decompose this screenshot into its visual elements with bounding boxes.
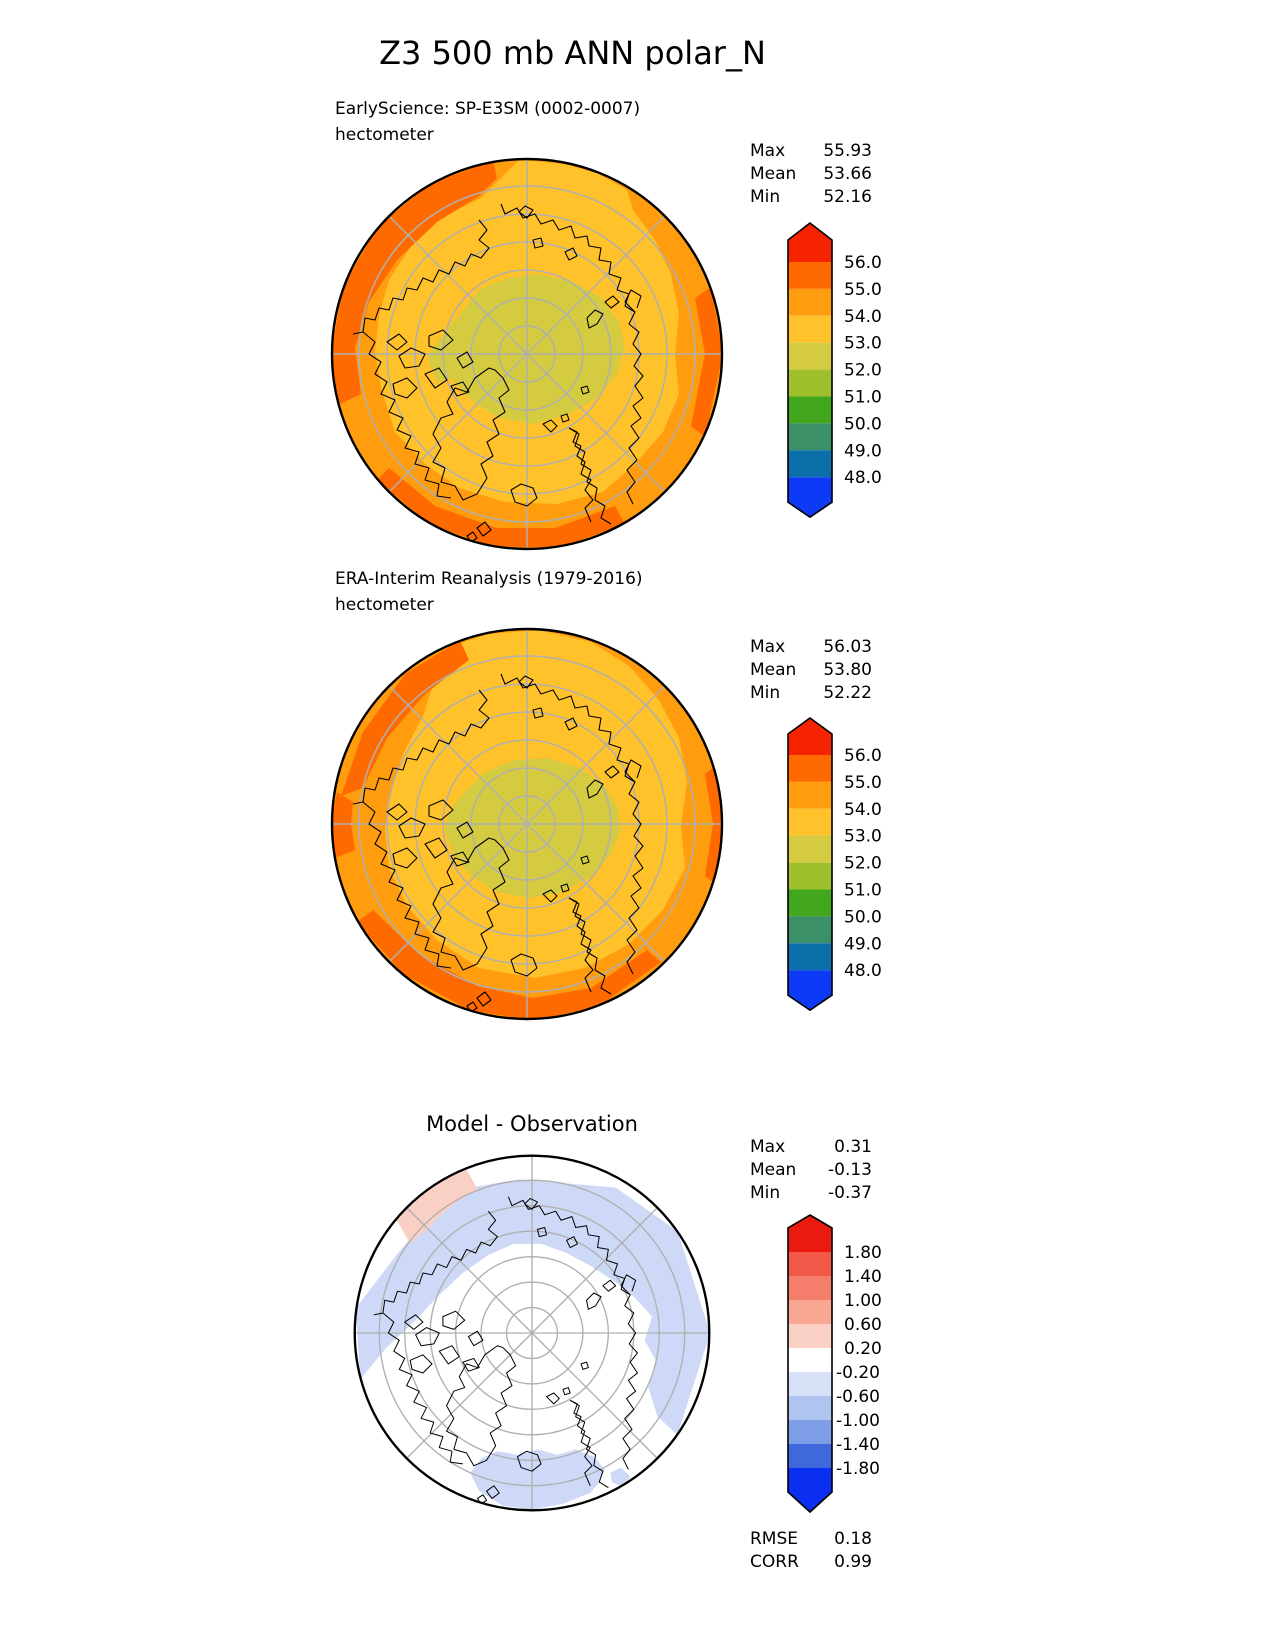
colorbar-segment [788,1348,832,1372]
stat-value: 53.80 [823,660,872,680]
colorbar-segment [788,262,832,289]
colorbar-segment [788,782,832,809]
colorbar-segment [788,423,832,450]
colorbar-segment [788,943,832,970]
panel3-title: Model - Observation [426,1112,638,1136]
metric-value: 0.18 [834,1529,872,1549]
stat-label: Min [750,1183,781,1203]
colorbar-segment [788,1215,832,1252]
colorbar-tick-label: 56.0 [844,253,882,273]
colorbar-tick-label: 50.0 [844,907,882,928]
colorbar-segment [788,1252,832,1276]
colorbar-tick-label: -1.00 [836,1411,880,1431]
stat-label: Mean [750,1160,797,1180]
colorbar-tick-label: 52.0 [844,360,882,381]
colorbar-segment [788,1396,832,1420]
colorbar-segment [788,223,832,262]
panel1-header [335,96,640,148]
stat-label: Min [750,187,781,207]
stat-label: Max [750,141,786,161]
colorbar-tick-label: 49.0 [844,441,882,462]
colorbar-tick-label: 48.0 [844,468,882,489]
stat-value: 56.03 [823,637,872,657]
colorbar-segment [788,916,832,943]
colorbar-tick-label: 54.0 [844,306,882,327]
colorbar-tick-label: -1.80 [836,1459,880,1479]
colorbar-segment [788,809,832,836]
figure-title: Z3 500 mb ANN polar_N [379,34,766,72]
colorbar-tick-label: 52.0 [844,853,882,874]
colorbar-difference [786,1210,906,1532]
map-difference [352,1153,712,1513]
colorbar-segment [788,836,832,863]
panel2-title: ERA-Interim Reanalysis (1979-2016) [335,569,643,589]
colorbar-tick-label: 0.60 [844,1315,882,1335]
colorbar-tick-label: 56.0 [844,746,882,766]
colorbar-segment [788,1300,832,1324]
colorbar-segment [788,1468,832,1512]
stat-label: Min [750,683,781,703]
stat-label: Mean [750,660,797,680]
metric-value: 0.99 [834,1552,872,1572]
stat-value: 52.16 [823,187,872,207]
colorbar-tick-label: 54.0 [844,799,882,820]
colorbar-segment [788,1420,832,1444]
colorbar-tick-label: 1.80 [844,1243,882,1263]
panel2-stats [750,636,872,705]
metric-label: RMSE [750,1529,799,1549]
colorbar-segment [788,343,832,370]
colorbar-segment [788,890,832,917]
panel1-title: EarlyScience: SP-E3SM (0002-0007) [335,99,641,119]
colorbar-segment [788,1444,832,1468]
colorbar-tick-label: 53.0 [844,826,882,847]
map-reference [329,626,725,1022]
colorbar-segment [788,1324,832,1348]
colorbar-tick-label: 1.40 [844,1267,882,1287]
metric-label: CORR [750,1552,799,1572]
colorbar-tick-label: -0.60 [836,1387,880,1407]
panel2-header [335,566,643,618]
colorbar-tick-label: 49.0 [844,934,882,955]
stat-value: -0.37 [828,1183,872,1203]
colorbar-tick-label: 50.0 [844,414,882,435]
colorbar-tick-label: 53.0 [844,333,882,354]
panel3-metrics [750,1528,872,1574]
colorbar-tick-label: 48.0 [844,961,882,982]
colorbar-segment [788,397,832,424]
stat-value: 53.66 [823,164,872,184]
colorbar-segment [788,718,832,755]
colorbar-tick-label: 51.0 [844,387,882,408]
colorbar-segment [788,755,832,782]
colorbar-segment [788,370,832,397]
colorbar-segment [788,477,832,517]
panel1-stats [750,140,872,209]
panel3-stats [750,1136,872,1205]
colorbar-segment [788,450,832,477]
colorbar-tick-label: 51.0 [844,880,882,901]
panel2-units: hectometer [335,595,434,615]
colorbar-tick-label: -1.40 [836,1435,880,1455]
stat-value: 55.93 [823,141,872,161]
stat-value: -0.13 [828,1160,872,1180]
colorbar-reference [786,700,906,1022]
colorbar-segment [788,863,832,890]
stat-label: Max [750,637,786,657]
colorbar-segment [788,289,832,316]
colorbar-tick-label: 55.0 [844,279,882,300]
colorbar-segment [788,970,832,1010]
colorbar-tick-label: 1.00 [844,1291,882,1311]
map-model [329,156,725,552]
colorbar-model [786,204,906,526]
stat-label: Mean [750,164,797,184]
colorbar-tick-label: 0.20 [844,1339,882,1359]
stat-value: 0.31 [834,1137,872,1157]
colorbar-tick-label: 55.0 [844,772,882,793]
colorbar-tick-label: -0.20 [836,1363,880,1383]
colorbar-segment [788,316,832,343]
colorbar-segment [788,1276,832,1300]
colorbar-segment [788,1372,832,1396]
panel1-units: hectometer [335,125,434,145]
stat-label: Max [750,1137,786,1157]
stat-value: 52.22 [823,683,872,703]
